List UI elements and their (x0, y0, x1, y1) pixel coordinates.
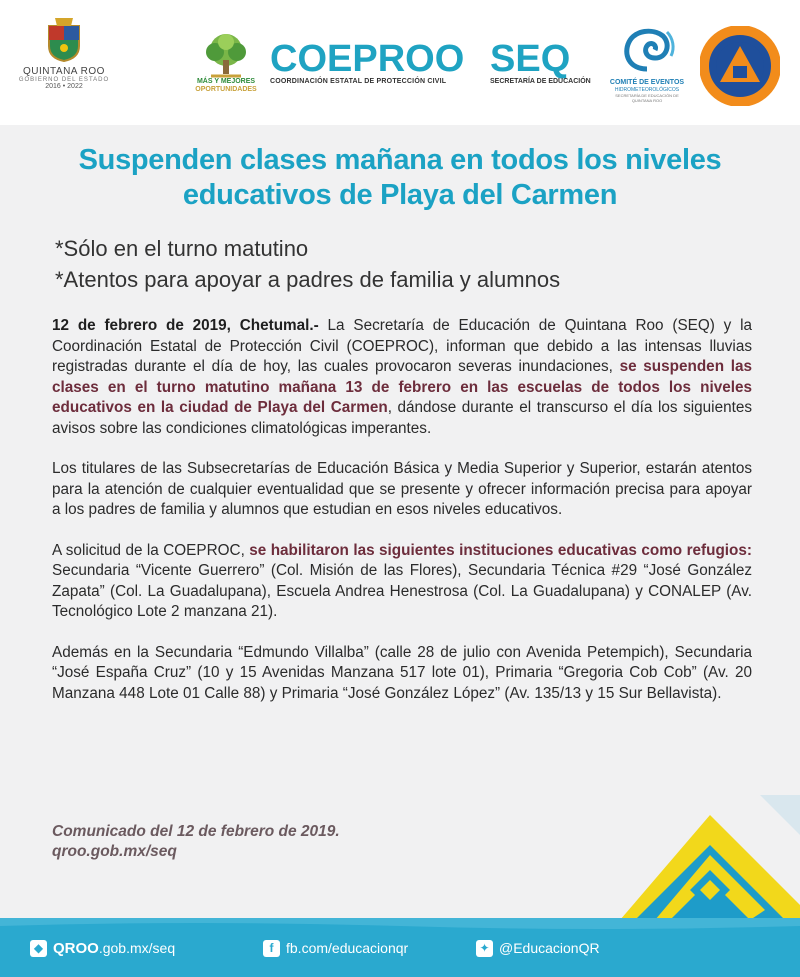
mas-oportunidades-logo (186, 32, 266, 104)
site-rest: .gob.mx/seq (98, 940, 176, 956)
paragraph-4: Además en la Secundaria “Edmundo Villalba” (calle 28 de julio con Avenida Petempich), Secundaria “José España Cruz” (10 y 15 Avenidas Manzana 517 lote 01), Primaria “Gregoria Cob Cob” (Av. 20 Manzana 448 Lote 01 Calle 88) y Primaria “José González López” (Av. 135/13 y 15 Sur Bellavista). (52, 643, 752, 702)
site-bold: QROO (53, 939, 99, 957)
seal-icon (700, 26, 780, 106)
seq-name: SEQ (490, 38, 571, 80)
shield-icon (45, 18, 83, 62)
seq-full: SECRETARÍA DE EDUCACIÓN (490, 78, 591, 85)
paragraph-3 (52, 541, 752, 623)
qroo-name: QUINTANA ROO (23, 66, 105, 77)
facebook-icon: f (263, 940, 280, 957)
p1-text-b: , dándose durante el transcurso el día los siguientes avisos sobre las condiciones climatológicas imperantes. (52, 399, 752, 437)
paragraph-1 (52, 316, 752, 439)
twitter-link[interactable] (476, 937, 600, 959)
qroo-sub: GOBIERNO DEL ESTADO (18, 77, 110, 83)
subtitles (55, 233, 755, 295)
press-release-body (52, 316, 752, 724)
twitter-icon: ✦ (476, 940, 493, 957)
mas-line1: MÁS Y MEJORES (196, 78, 256, 85)
subtitle-line2: *Atentos para apoyar a padres de familia y alumnos (55, 267, 561, 292)
comite-line2: HIDROMETEOROLÓGICOS (614, 87, 680, 93)
comite-line3: SECRETARÍA DE EDUCACIÓN DE QUINTANA ROO (615, 93, 679, 103)
qroo-years: 2016 • 2022 (45, 83, 83, 90)
comite-eventos-logo (607, 24, 687, 103)
swirl-icon (607, 24, 687, 79)
p3-highlight: se habilitaron las siguientes instituciones educativas como refugios: (249, 541, 753, 559)
twitter-text: @EducacionQR (499, 940, 600, 956)
p3-text-a: A solicitud de la COEPROC, (52, 541, 250, 559)
subtitle-line1: *Sólo en el turno matutino (55, 236, 309, 261)
header-logos (0, 0, 800, 125)
decorative-pattern (560, 795, 800, 920)
comunicado-line: Comunicado del 12 de febrero de 2019. (52, 823, 340, 840)
title-line1: Suspenden clases mañana en todos los niveles (78, 144, 722, 176)
coeproo-name: COEPROO (270, 38, 465, 80)
seq-logo (490, 40, 605, 85)
p1-text-a: La Secretaría de Educación de Quintana Roo (SEQ) y la Coordinación Estatal de Protección Civil (COEPROC), informan que debido a las intensas lluvias registradas durante el día de hoy, las cuales provocaron severas inundaciones, (52, 317, 752, 375)
quintana-roo-logo (18, 18, 110, 113)
facebook-text: fb.com/educacionqr (286, 940, 409, 956)
facebook-link[interactable] (263, 937, 408, 959)
coeproo-full: COORDINACIÓN ESTATAL DE PROTECCIÓN CIVIL (270, 78, 447, 85)
mas-line2: OPORTUNIDADES (195, 86, 257, 93)
website-link[interactable] (30, 937, 175, 959)
proteccion-civil-seal (700, 26, 780, 106)
p1-highlight: se suspenden las clases en el turno matutino mañana 13 de febrero en las escuelas de todos los niveles educativos en la ciudad de Playa del Carmen (52, 358, 753, 416)
p3-text-b: Secundaria “Vicente Guerrero” (Col. Misión de las Flores), Secundaria Técnica #29 “José González Zapata” (Col. La Guadalupana), Escuela Andrea Henestrosa (Col. La Guadalupana) y CONALEP (Av. Tecnológico Lote 2 manzana 21). (52, 562, 752, 620)
coeproo-logo (270, 40, 475, 85)
comite-line1: COMITÉ DE EVENTOS (609, 79, 685, 86)
title-line2: educativos de Playa del Carmen (182, 179, 618, 211)
dateline: 12 de febrero de 2019, Chetumal.- (52, 317, 319, 334)
paragraph-2: Los titulares de las Subsecretarías de Educación Básica y Media Superior y Superior, estarán atentos para la atención de cualquier eventualidad que se presente y ofrecer información precisa para apoyar a los padres de familia y alumnos que estudian en esos niveles educativos. (52, 460, 752, 518)
page-title (40, 143, 760, 213)
website-line: qroo.gob.mx/seq (52, 843, 177, 860)
footer-note (52, 822, 552, 862)
qroo-icon: ◆ (30, 940, 47, 957)
tree-icon (201, 32, 251, 78)
